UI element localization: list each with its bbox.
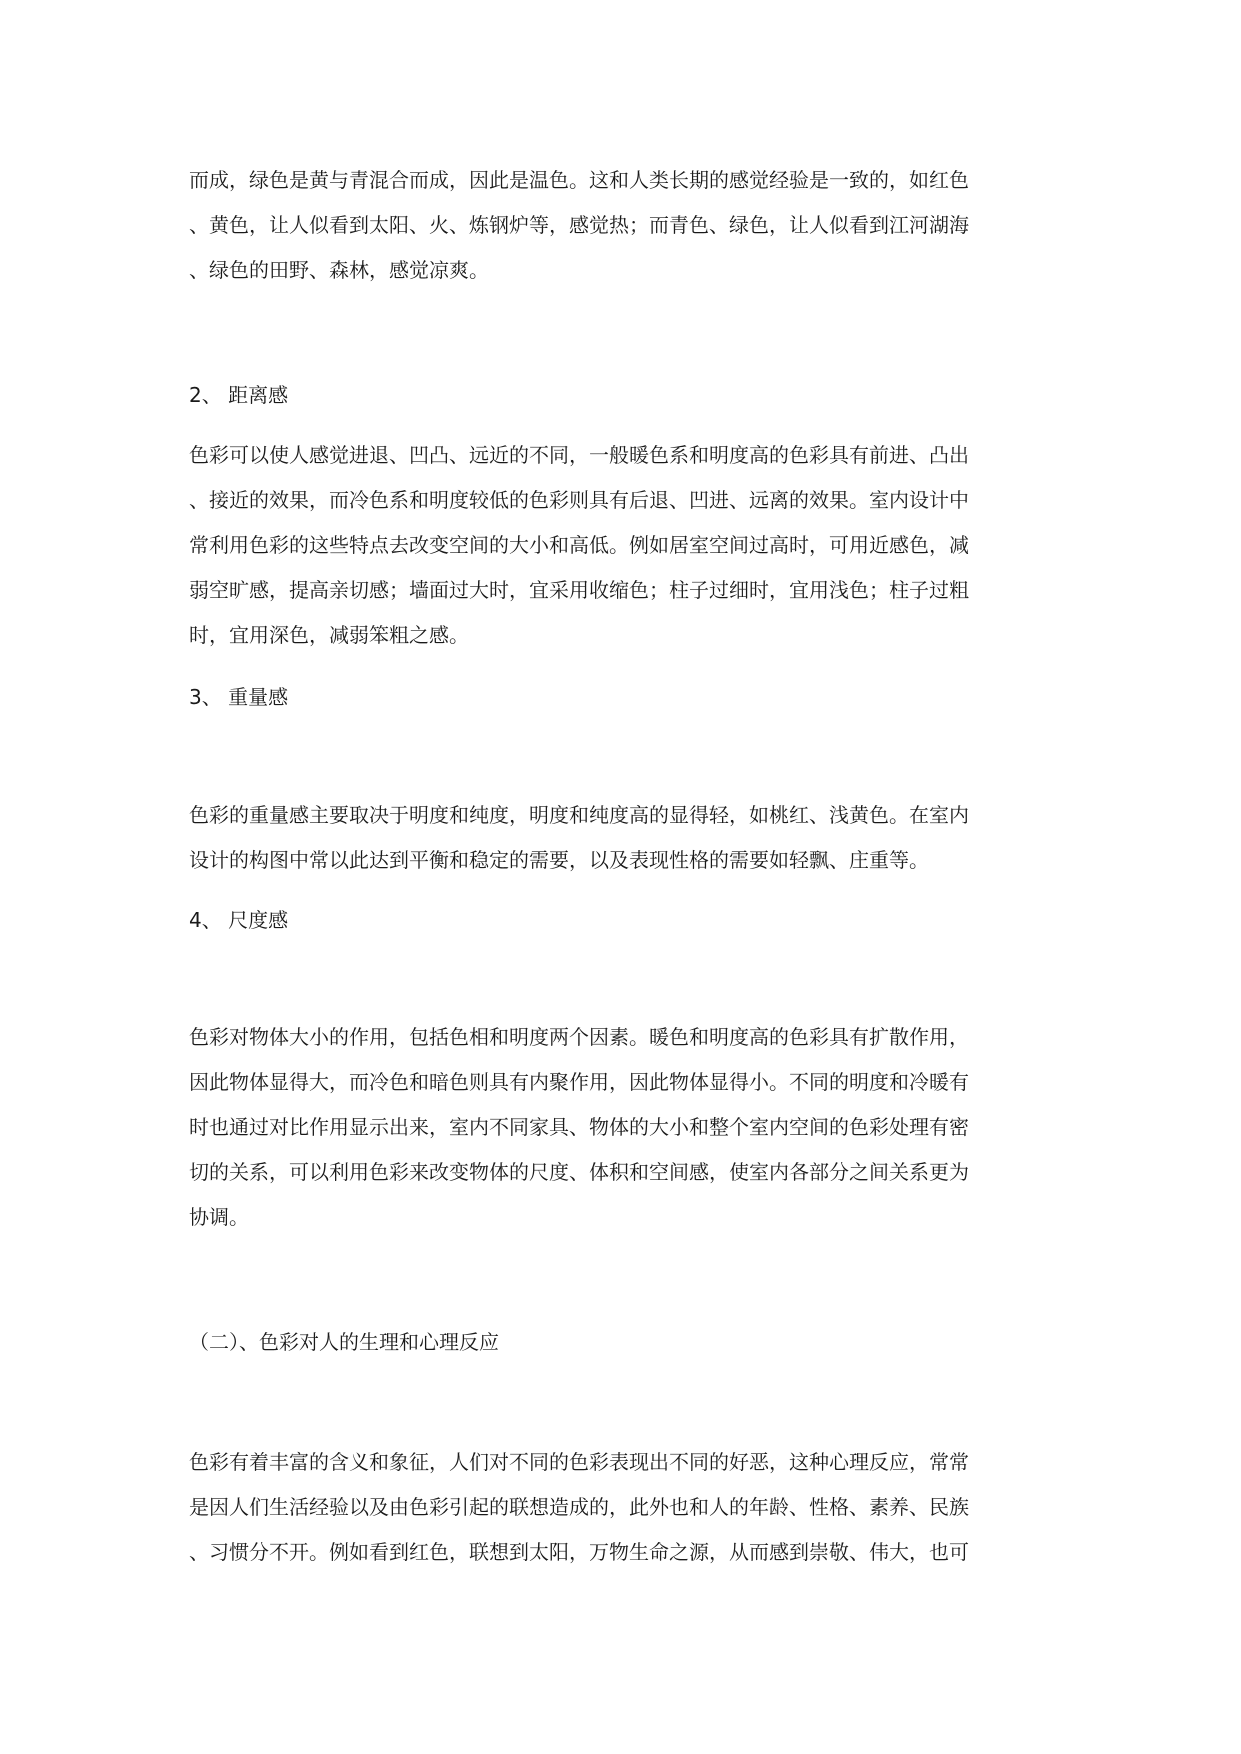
section-heading: 2、 距离感	[189, 383, 289, 407]
text-line: 弱空旷感，提高亲切感；墙面过大时，宜采用收缩色；柱子过细时，宜用浅色；柱子过粗	[189, 578, 969, 602]
text-line: 设计的构图中常以此达到平衡和稳定的需要，以及表现性格的需要如轻飘、庄重等。	[189, 848, 929, 872]
heading-scale	[189, 905, 1051, 935]
text-line: 时也通过对比作用显示出来，室内不同家具、物体的大小和整个室内空间的色彩处理有密	[189, 1115, 969, 1139]
heading-distance	[189, 380, 1051, 410]
text-line: 常利用色彩的这些特点去改变空间的大小和高低。例如居室空间过高时，可用近感色，减	[189, 533, 969, 557]
text-line: 时，宜用深色，减弱笨粗之感。	[189, 623, 469, 647]
text-line: 协调。	[189, 1205, 249, 1229]
text-line: 、黄色，让人似看到太阳、火、炼钢炉等，感觉热；而青色、绿色，让人似看到江河湖海	[189, 213, 969, 237]
text-line: 、接近的效果，而冷色系和明度较低的色彩则具有后退、凹进、远离的效果。室内设计中	[189, 488, 969, 512]
text-line: 、绿色的田野、森林，感觉凉爽。	[189, 258, 489, 282]
paragraph-weight	[189, 793, 1051, 883]
text-line: 色彩有着丰富的含义和象征，人们对不同的色彩表现出不同的好恶，这种心理反应，常常	[189, 1450, 969, 1474]
text-line: 色彩的重量感主要取决于明度和纯度，明度和纯度高的显得轻，如桃红、浅黄色。在室内	[189, 803, 969, 827]
text-line: 切的关系，可以利用色彩来改变物体的尺度、体积和空间感，使室内各部分之间关系更为	[189, 1160, 969, 1184]
paragraph-physiology	[189, 1440, 1051, 1575]
section-heading: 4、 尺度感	[189, 908, 289, 932]
text-line: 而成，绿色是黄与青混合而成，因此是温色。这和人类长期的感觉经验是一致的，如红色	[189, 168, 969, 192]
heading-physiology	[189, 1327, 1051, 1357]
text-line: 是因人们生活经验以及由色彩引起的联想造成的，此外也和人的年龄、性格、素养、民族	[189, 1495, 969, 1519]
heading-weight	[189, 682, 1051, 712]
text-line: 色彩可以使人感觉进退、凹凸、远近的不同，一般暖色系和明度高的色彩具有前进、凸出	[189, 443, 969, 467]
text-line: 色彩对物体大小的作用，包括色相和明度两个因素。暖色和明度高的色彩具有扩散作用，	[189, 1025, 969, 1049]
paragraph-distance	[189, 433, 1051, 658]
section-heading: 3、 重量感	[189, 685, 289, 709]
paragraph-scale	[189, 1015, 1051, 1240]
text-line: 、习惯分不开。例如看到红色，联想到太阳，万物生命之源，从而感到崇敬、伟大，也可	[189, 1540, 969, 1564]
section-heading: （二）、色彩对人的生理和心理反应	[189, 1330, 499, 1354]
paragraph-warm-cool	[189, 158, 1051, 293]
text-line: 因此物体显得大，而冷色和暗色则具有内聚作用，因此物体显得小。不同的明度和冷暖有	[189, 1070, 969, 1094]
